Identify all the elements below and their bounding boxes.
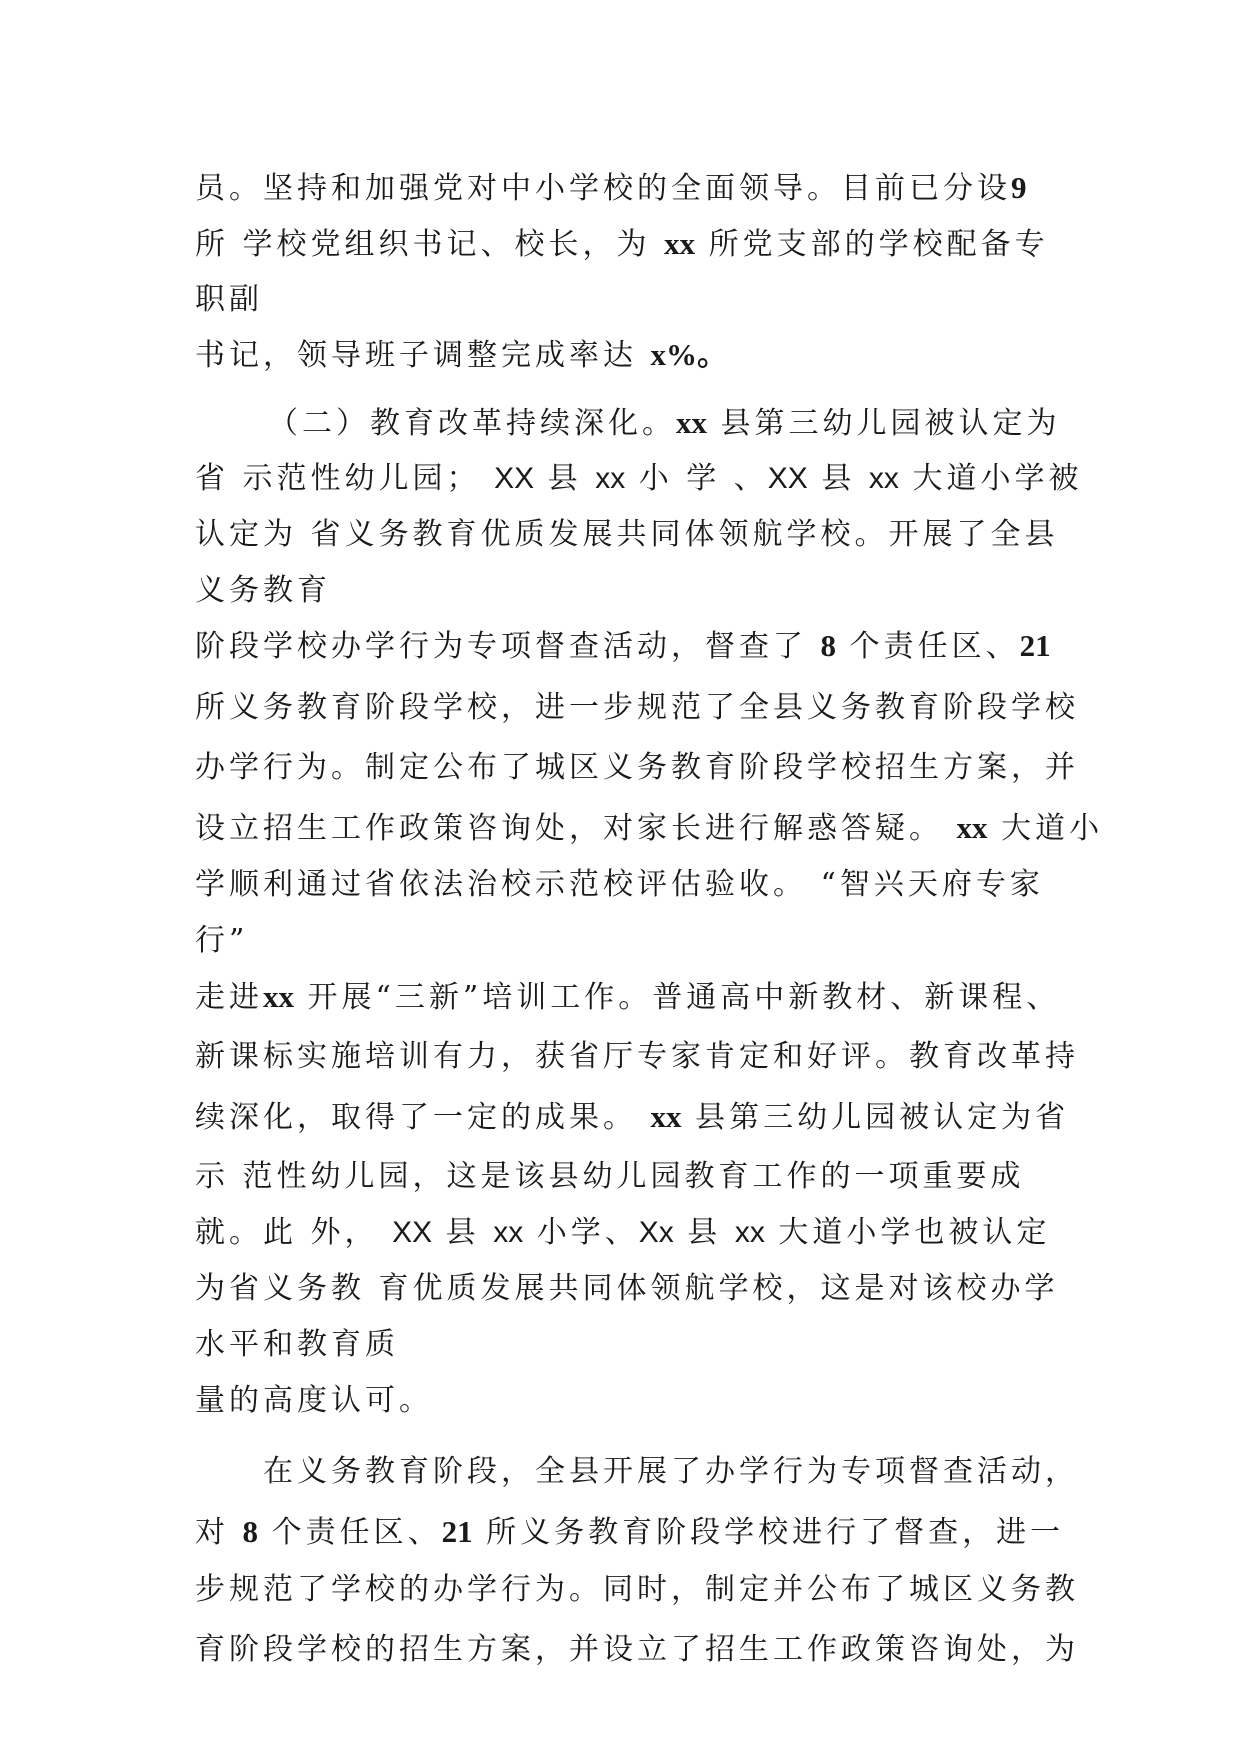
text-run: 认定为 省义务教育优质发展共同体领航学校。开展了全县 — [195, 517, 1059, 552]
text-run: 在义务教育阶段，全县开展了办学行为专项督查活动， — [263, 1454, 1079, 1489]
placeholder-run: xx — [868, 462, 899, 495]
text-run: 所义务教育阶段学校，进一步规范了全县义务教育阶段学校 — [195, 690, 1079, 725]
text-run: 新课标实施培训有力，获省厅专家肯定和好评。教育改革持 — [195, 1039, 1079, 1074]
text-run: 个责任区、 — [258, 1515, 442, 1550]
text-line — [195, 921, 248, 961]
placeholder-run: XX — [392, 1216, 433, 1249]
text-run: 为省义务教 育优质发展共同体领航学校，这是对该校办学 — [195, 1271, 1059, 1306]
text-line — [195, 1097, 1069, 1138]
placeholder-run: XX — [494, 462, 535, 495]
text-run: （二）教育改革持续深化。 — [268, 406, 676, 441]
text-run: 县第三幼儿园被认定为 — [707, 406, 1061, 441]
placeholder-run: xx — [595, 462, 626, 495]
text-run: 大道小 — [987, 811, 1104, 846]
text-run: 员。坚持和加强党对中小学校的全面领导。目前已分设 — [195, 171, 1011, 206]
text-run: 小 学 、 — [625, 461, 768, 496]
text-line — [195, 335, 728, 376]
text-line — [195, 280, 263, 320]
text-run: 书记，领导班子调整完成率达 — [195, 338, 651, 373]
placeholder-run: xx — [664, 226, 696, 261]
text-run: 阶段学校办学行为专项督查活动，督查了 — [195, 629, 821, 664]
text-line — [195, 224, 1049, 265]
text-run: 对 — [195, 1515, 243, 1550]
text-run: 续深化，取得了一定的成果。 — [195, 1100, 651, 1135]
text-run: 县第三幼儿园被认定为省 — [681, 1100, 1070, 1135]
text-line — [195, 1381, 433, 1421]
text-run: 所 学校党组织书记、校长，为 — [195, 227, 665, 262]
text-run: 育阶段学校的招生方案，并设立了招生工作政策咨询处，为 — [195, 1632, 1079, 1667]
placeholder-run: XX — [767, 462, 808, 495]
text-run: 所党支部的学校配备专 — [695, 227, 1049, 262]
number-run: 21 — [1019, 628, 1051, 663]
number-run: 8 — [820, 628, 837, 663]
number-run: 8 — [242, 1514, 259, 1549]
text-line — [195, 168, 1027, 209]
text-run: 学顺利通过省依法治校示范校评估验收。 “智兴天府专家 — [195, 867, 1044, 902]
text-line — [195, 626, 1051, 667]
text-line — [195, 459, 1082, 499]
text-run: 大道小学也被认定 — [764, 1215, 1051, 1250]
text-run: 行” — [195, 923, 249, 958]
text-run: 办学行为。制定公布了城区义务教育阶段学校招生方案，并 — [195, 750, 1079, 785]
text-line — [195, 571, 331, 611]
text-line — [195, 1157, 1025, 1197]
text-line — [195, 688, 1079, 728]
text-run: 大道小学被 — [898, 461, 1083, 496]
placeholder-run: xx — [650, 1099, 682, 1134]
text-run: 水平和教育质 — [195, 1327, 399, 1362]
text-line — [195, 1037, 1079, 1077]
text-run: 县 — [673, 1215, 735, 1250]
text-run: 步规范了学校的办学行为。同时，制定并公布了城区义务教 — [195, 1572, 1079, 1607]
text-line — [195, 977, 1060, 1018]
placeholder-run: xx — [493, 1216, 524, 1249]
text-line — [195, 1269, 1059, 1309]
text-line — [195, 748, 1079, 788]
text-run: 设立招生工作政策咨询处，对家长进行解惑答疑。 — [195, 811, 957, 846]
percent-run: x%。 — [650, 337, 729, 372]
text-run: 示 范性幼儿园，这是该县幼儿园教育工作的一项重要成 — [195, 1159, 1025, 1194]
placeholder-run: xx — [676, 405, 707, 440]
text-run: 量的高度认可。 — [195, 1383, 433, 1418]
text-run: 个责任区、 — [836, 629, 1020, 664]
text-run: 所义务教育阶段学校进行了督查，进一 — [472, 1515, 1065, 1550]
text-run: 职副 — [195, 282, 263, 317]
placeholder-run: Xx — [638, 1216, 674, 1249]
placeholder-run: xx — [734, 1216, 765, 1249]
text-line — [195, 1213, 1050, 1253]
text-line — [195, 808, 1103, 849]
text-line — [195, 1325, 399, 1365]
number-run: 9 — [1011, 170, 1027, 205]
placeholder-run: xx — [956, 810, 988, 845]
text-run: 县 — [534, 461, 596, 496]
text-run: 县 — [807, 461, 869, 496]
text-line — [195, 515, 1059, 555]
text-line — [195, 865, 1044, 905]
text-line — [195, 1570, 1079, 1610]
text-run: 就。此 外， — [195, 1215, 393, 1250]
placeholder-run: xx — [263, 979, 294, 1014]
text-run: 开展“三新”培训工作。普通高中新教材、新课程、 — [294, 980, 1061, 1015]
text-line — [195, 1512, 1064, 1553]
text-run: 走进 — [195, 980, 263, 1015]
text-run: 小学、 — [523, 1215, 639, 1250]
text-run: 义务教育 — [195, 573, 331, 608]
text-line — [195, 1630, 1079, 1670]
paragraph-start-line — [263, 1452, 1079, 1492]
text-run: 省 示范性幼儿园； — [195, 461, 495, 496]
section-heading-line — [268, 403, 1061, 444]
number-run: 21 — [441, 1514, 473, 1549]
text-run: 县 — [432, 1215, 494, 1250]
